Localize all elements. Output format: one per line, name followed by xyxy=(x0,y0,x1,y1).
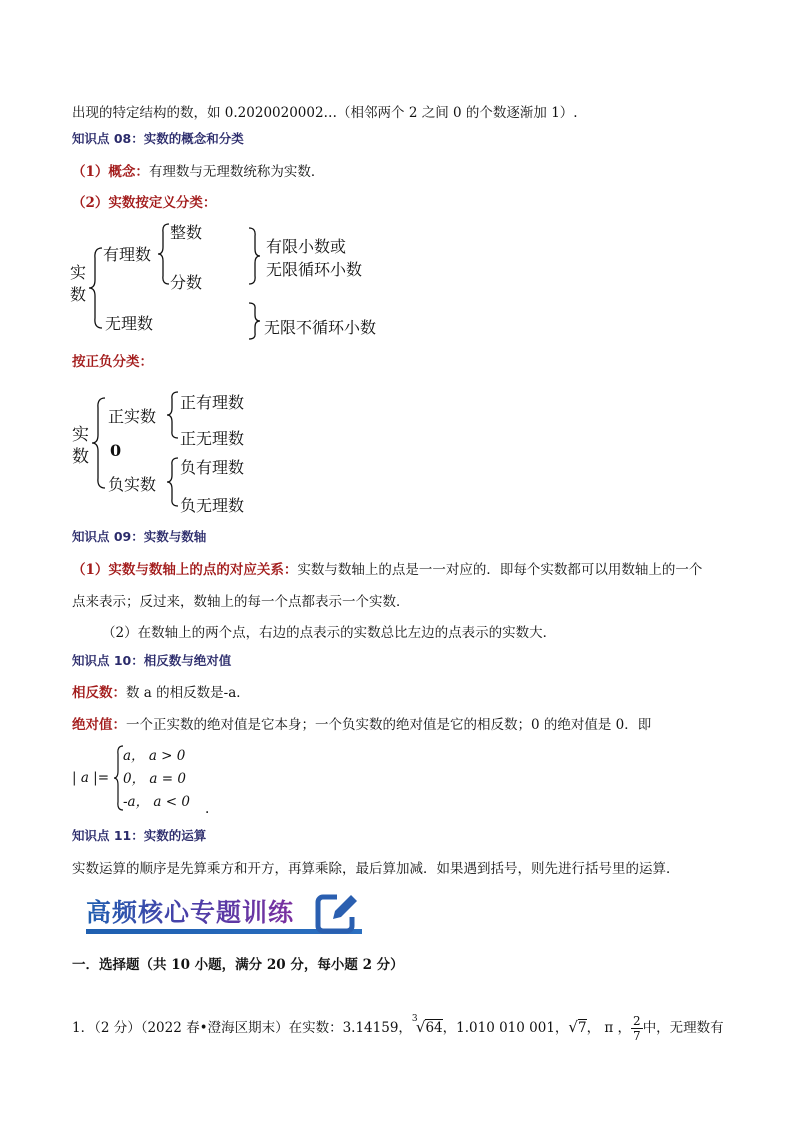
banner-title: 高频核心专题训练 xyxy=(86,893,294,929)
tree1-integer: 整数 xyxy=(170,223,203,242)
q1-fraction xyxy=(631,1014,643,1043)
tree1-rational-brace xyxy=(157,222,171,286)
kp09-p1-text: 实数与数轴上的点是一一对应的．即每个实数都可以用数轴上的一个 xyxy=(297,562,703,578)
kp10-title: 知识点 10：相反数与绝对值 xyxy=(72,653,232,668)
tree1-repeating: 无限循环小数 xyxy=(266,260,363,279)
absolute-text: 一个正实数的绝对值是它本身；一个负实数的绝对值是它的相反数；0 的绝对值是 0．即 xyxy=(126,717,652,733)
tree2-pos-irrational: 正无理数 xyxy=(180,429,245,448)
kp09-p1-label: （1）实数与数轴上的点的对应关系： xyxy=(72,562,298,578)
tree1-nonrepeating: 无限不循环小数 xyxy=(264,318,377,337)
tree2-pos-rational: 正有理数 xyxy=(180,393,245,412)
abs-case-3: -a， a < 0 xyxy=(123,794,190,810)
kp10-opposite xyxy=(72,684,250,702)
tree2-positive-brace xyxy=(166,390,180,440)
tree1-rational: 有理数 xyxy=(103,245,152,264)
section-heading: 一．选择题（共 10 小题，满分 20 分，每小题 2 分） xyxy=(72,957,404,973)
edit-pencil-icon xyxy=(313,888,361,936)
tree1-finite-brace xyxy=(247,226,261,286)
kp09-p2: （2）在数轴上的两个点，右边的点表示的实数总比左边的点表示的实数大． xyxy=(102,625,557,641)
opposite-text: 数 a 的相反数是-a． xyxy=(126,685,250,701)
tree2-neg-irrational: 负无理数 xyxy=(180,496,245,515)
abs-case-1: a， a > 0 xyxy=(123,748,186,764)
kp09-p1 xyxy=(72,561,702,579)
q1-radical-icon: √ xyxy=(415,1018,426,1036)
tree2-negative-brace xyxy=(166,456,180,508)
tree1-root-brace xyxy=(88,246,104,330)
q1-pi: ， π ， xyxy=(586,1020,632,1036)
q1-prefix: 1．（2 分）（2022 春•澄海区期末）在实数：3.14159， xyxy=(72,1020,412,1036)
kp11-text: 实数运算的顺序是先算乘方和开方，再算乘除，最后算加减．如果遇到括号，则先进行括号里的运算． xyxy=(72,861,680,877)
tree2-zero: 0 xyxy=(110,441,122,460)
q1-cbrt-radicand: 64 xyxy=(425,1020,443,1036)
abs-dot: . xyxy=(205,801,210,817)
sign-class-label: 按正负分类： xyxy=(72,354,153,370)
tree1-root: 实数 xyxy=(70,263,87,304)
concept-text: 有理数与无理数统称为实数． xyxy=(148,164,325,180)
abs-case-2: 0， a = 0 xyxy=(123,771,186,787)
tree2-negative: 负实数 xyxy=(108,475,157,494)
q1-sqrt-icon: √ xyxy=(568,1018,578,1036)
q1-sqrt xyxy=(568,1020,586,1036)
kp11-title: 知识点 11：实数的运算 xyxy=(72,828,207,843)
tree2-positive: 正实数 xyxy=(108,407,157,426)
q1-frac-den: 7 xyxy=(633,1029,641,1043)
tree1-finite: 有限小数或 xyxy=(266,237,347,256)
tree1-nonrepeating-brace xyxy=(247,301,261,341)
opposite-label: 相反数： xyxy=(72,685,126,701)
q1-sqrt-radicand: 7 xyxy=(577,1020,587,1036)
question-1 xyxy=(72,1014,724,1043)
kp09-p1-cont: 点来表示；反过来，数轴上的每一个点都表示一个实数． xyxy=(72,594,410,610)
absolute-label: 绝对值： xyxy=(72,717,126,733)
concept-label: （1）概念： xyxy=(72,164,149,180)
tree1-irrational: 无理数 xyxy=(105,314,154,333)
tree2-neg-rational: 负有理数 xyxy=(180,458,245,477)
tree2-root: 实数 xyxy=(72,425,89,467)
kp09-title: 知识点 09：实数与数轴 xyxy=(72,529,207,544)
tree2-root-brace xyxy=(91,396,107,490)
q1-mid: ，1.010 010 001， xyxy=(442,1020,569,1036)
q1-frac-num: 2 xyxy=(633,1014,641,1028)
abs-lhs: | a |= xyxy=(72,770,110,786)
q1-cbrt xyxy=(411,1014,443,1037)
continuation-line: 出现的特定结构的数，如 0.2020020002…（相邻两个 2 之间 0 的个数逐渐加 1）. xyxy=(72,105,578,121)
kp08-concept xyxy=(72,163,324,181)
kp08-title: 知识点 08：实数的概念和分类 xyxy=(72,131,244,146)
q1-cbrt-index: 3 xyxy=(411,1014,418,1024)
q1-suffix: 中，无理数有 xyxy=(642,1020,724,1036)
tree1-fraction: 分数 xyxy=(170,273,203,292)
def-class-label: （2）实数按定义分类： xyxy=(72,195,217,211)
kp10-absolute xyxy=(72,716,651,734)
